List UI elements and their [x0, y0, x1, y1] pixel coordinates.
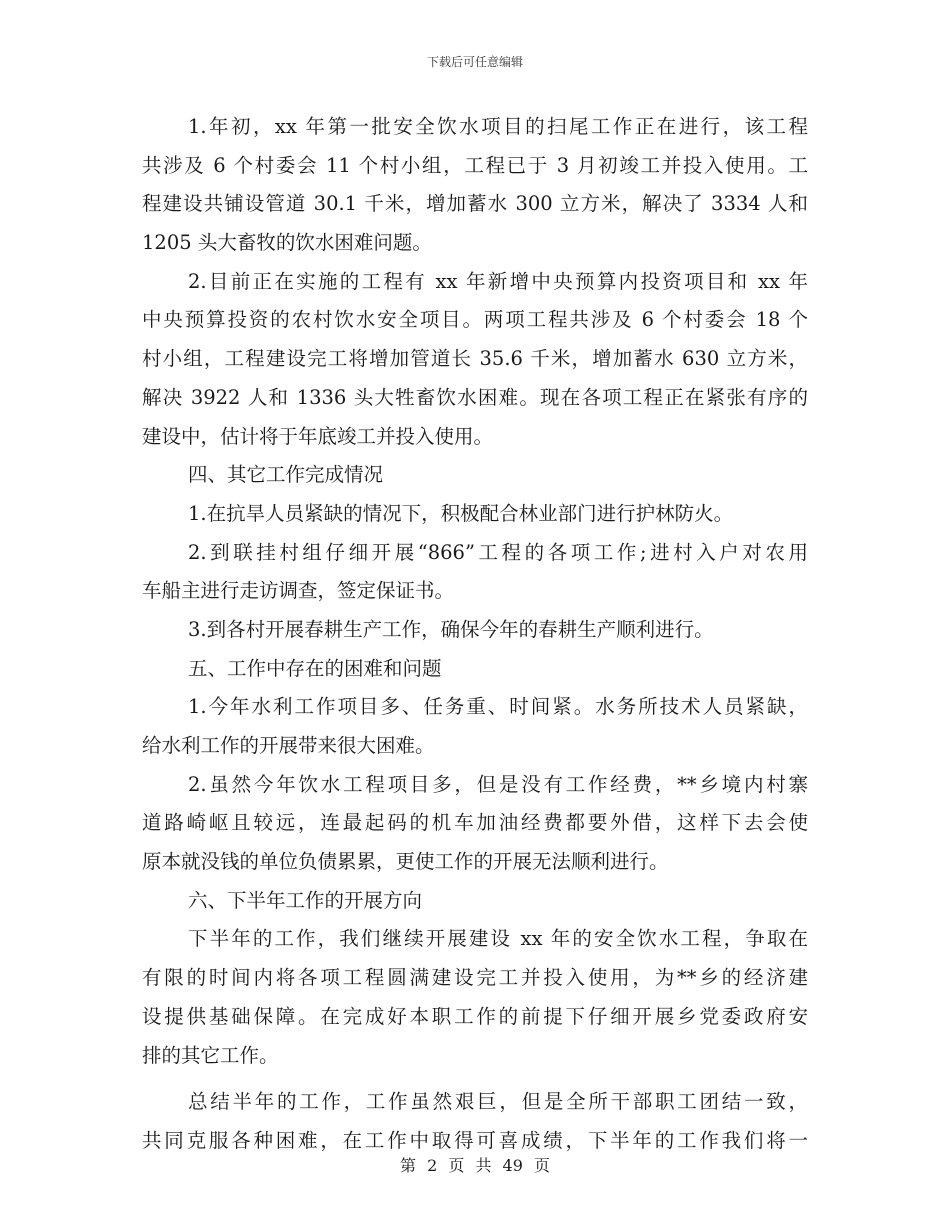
- text-line: 道路崎岖且较远，连最起码的机车加油经费都要外借，这样下去会使: [142, 811, 808, 835]
- header-note: 下载后可任意编辑: [426, 55, 523, 69]
- text-line: 给水利工作的开展带来很大困难。: [142, 734, 435, 757]
- text-line: 有限的时间内将各项工程圆满建设完工并投入使用，为**乡的经济建: [142, 966, 808, 990]
- text-line: 2.到联挂村组仔细开展“866”工程的各项工作;进村入户对农用: [188, 540, 808, 564]
- text-line: 1.在抗旱人员紧缺的情况下，积极配合林业部门进行护林防火。: [188, 501, 734, 525]
- text-line: 车船主进行走访调查，签定保证书。: [142, 579, 455, 603]
- text-line: 共同克服各种困难，在工作中取得可喜成绩，下半年的工作我们将一: [142, 1128, 808, 1152]
- text-line: 建设中，估计将于年底竣工并投入使用。: [142, 424, 494, 448]
- document-body: [142, 108, 808, 1161]
- text-line: 总结半年的工作，工作虽然艰巨，但是全所干部职工团结一致，: [188, 1090, 808, 1114]
- text-line: 下半年的工作，我们继续开展建设 xx 年的安全饮水工程，争取在: [188, 927, 808, 951]
- text-line: 排的其它工作。: [142, 1043, 279, 1067]
- text-line: 2.目前正在实施的工程有 xx 年新增中央预算内投资项目和 xx 年: [188, 269, 808, 293]
- text-line: 五、工作中存在的困难和问题: [188, 656, 442, 680]
- text-line: 中央预算投资的农村饮水安全项目。两项工程共涉及 6 个村委会 18 个: [142, 308, 808, 332]
- paragraph-gap: [142, 1075, 808, 1083]
- text-line: 1.年初，xx 年第一批安全饮水项目的扫尾工作正在进行，该工程: [188, 115, 808, 138]
- page-footer: 第 2 页 共 49 页: [400, 1156, 550, 1175]
- text-line: 原本就没钱的单位负债累累，更使工作的开展无法顺利进行。: [142, 850, 669, 874]
- text-line: 四、其它工作完成情况: [188, 463, 384, 487]
- text-line: 1.今年水利工作项目多、任务重、时间紧。水务所技术人员紧缺，: [188, 695, 808, 719]
- text-line: 村小组，工程建设完工将增加管道长 35.6 千米，增加蓄水 630 立方米，: [142, 347, 808, 371]
- text-line: 共涉及 6 个村委会 11 个村小组，工程已于 3 月初竣工并投入使用。工: [142, 153, 808, 177]
- text-line: 3.到各村开展春耕生产工作，确保今年的春耕生产顺利进行。: [188, 617, 714, 641]
- text-line: 1205 头大畜牧的饮水困难问题。: [142, 231, 432, 255]
- text-line: 解决 3922 人和 1336 头大牲畜饮水困难。现在各项工程正在紧张有序的: [142, 385, 808, 409]
- text-line: 程建设共铺设管道 30.1 千米，增加蓄水 300 立方米，解决了 3334 人和: [142, 192, 808, 216]
- text-line: 六、下半年工作的开展方向: [188, 888, 423, 912]
- text-line: 设提供基础保障。在完成好本职工作的前提下仔细开展乡党委政府安: [142, 1004, 808, 1028]
- text-line: 2.虽然今年饮水工程项目多，但是没有工作经费，**乡境内村寨: [188, 772, 808, 796]
